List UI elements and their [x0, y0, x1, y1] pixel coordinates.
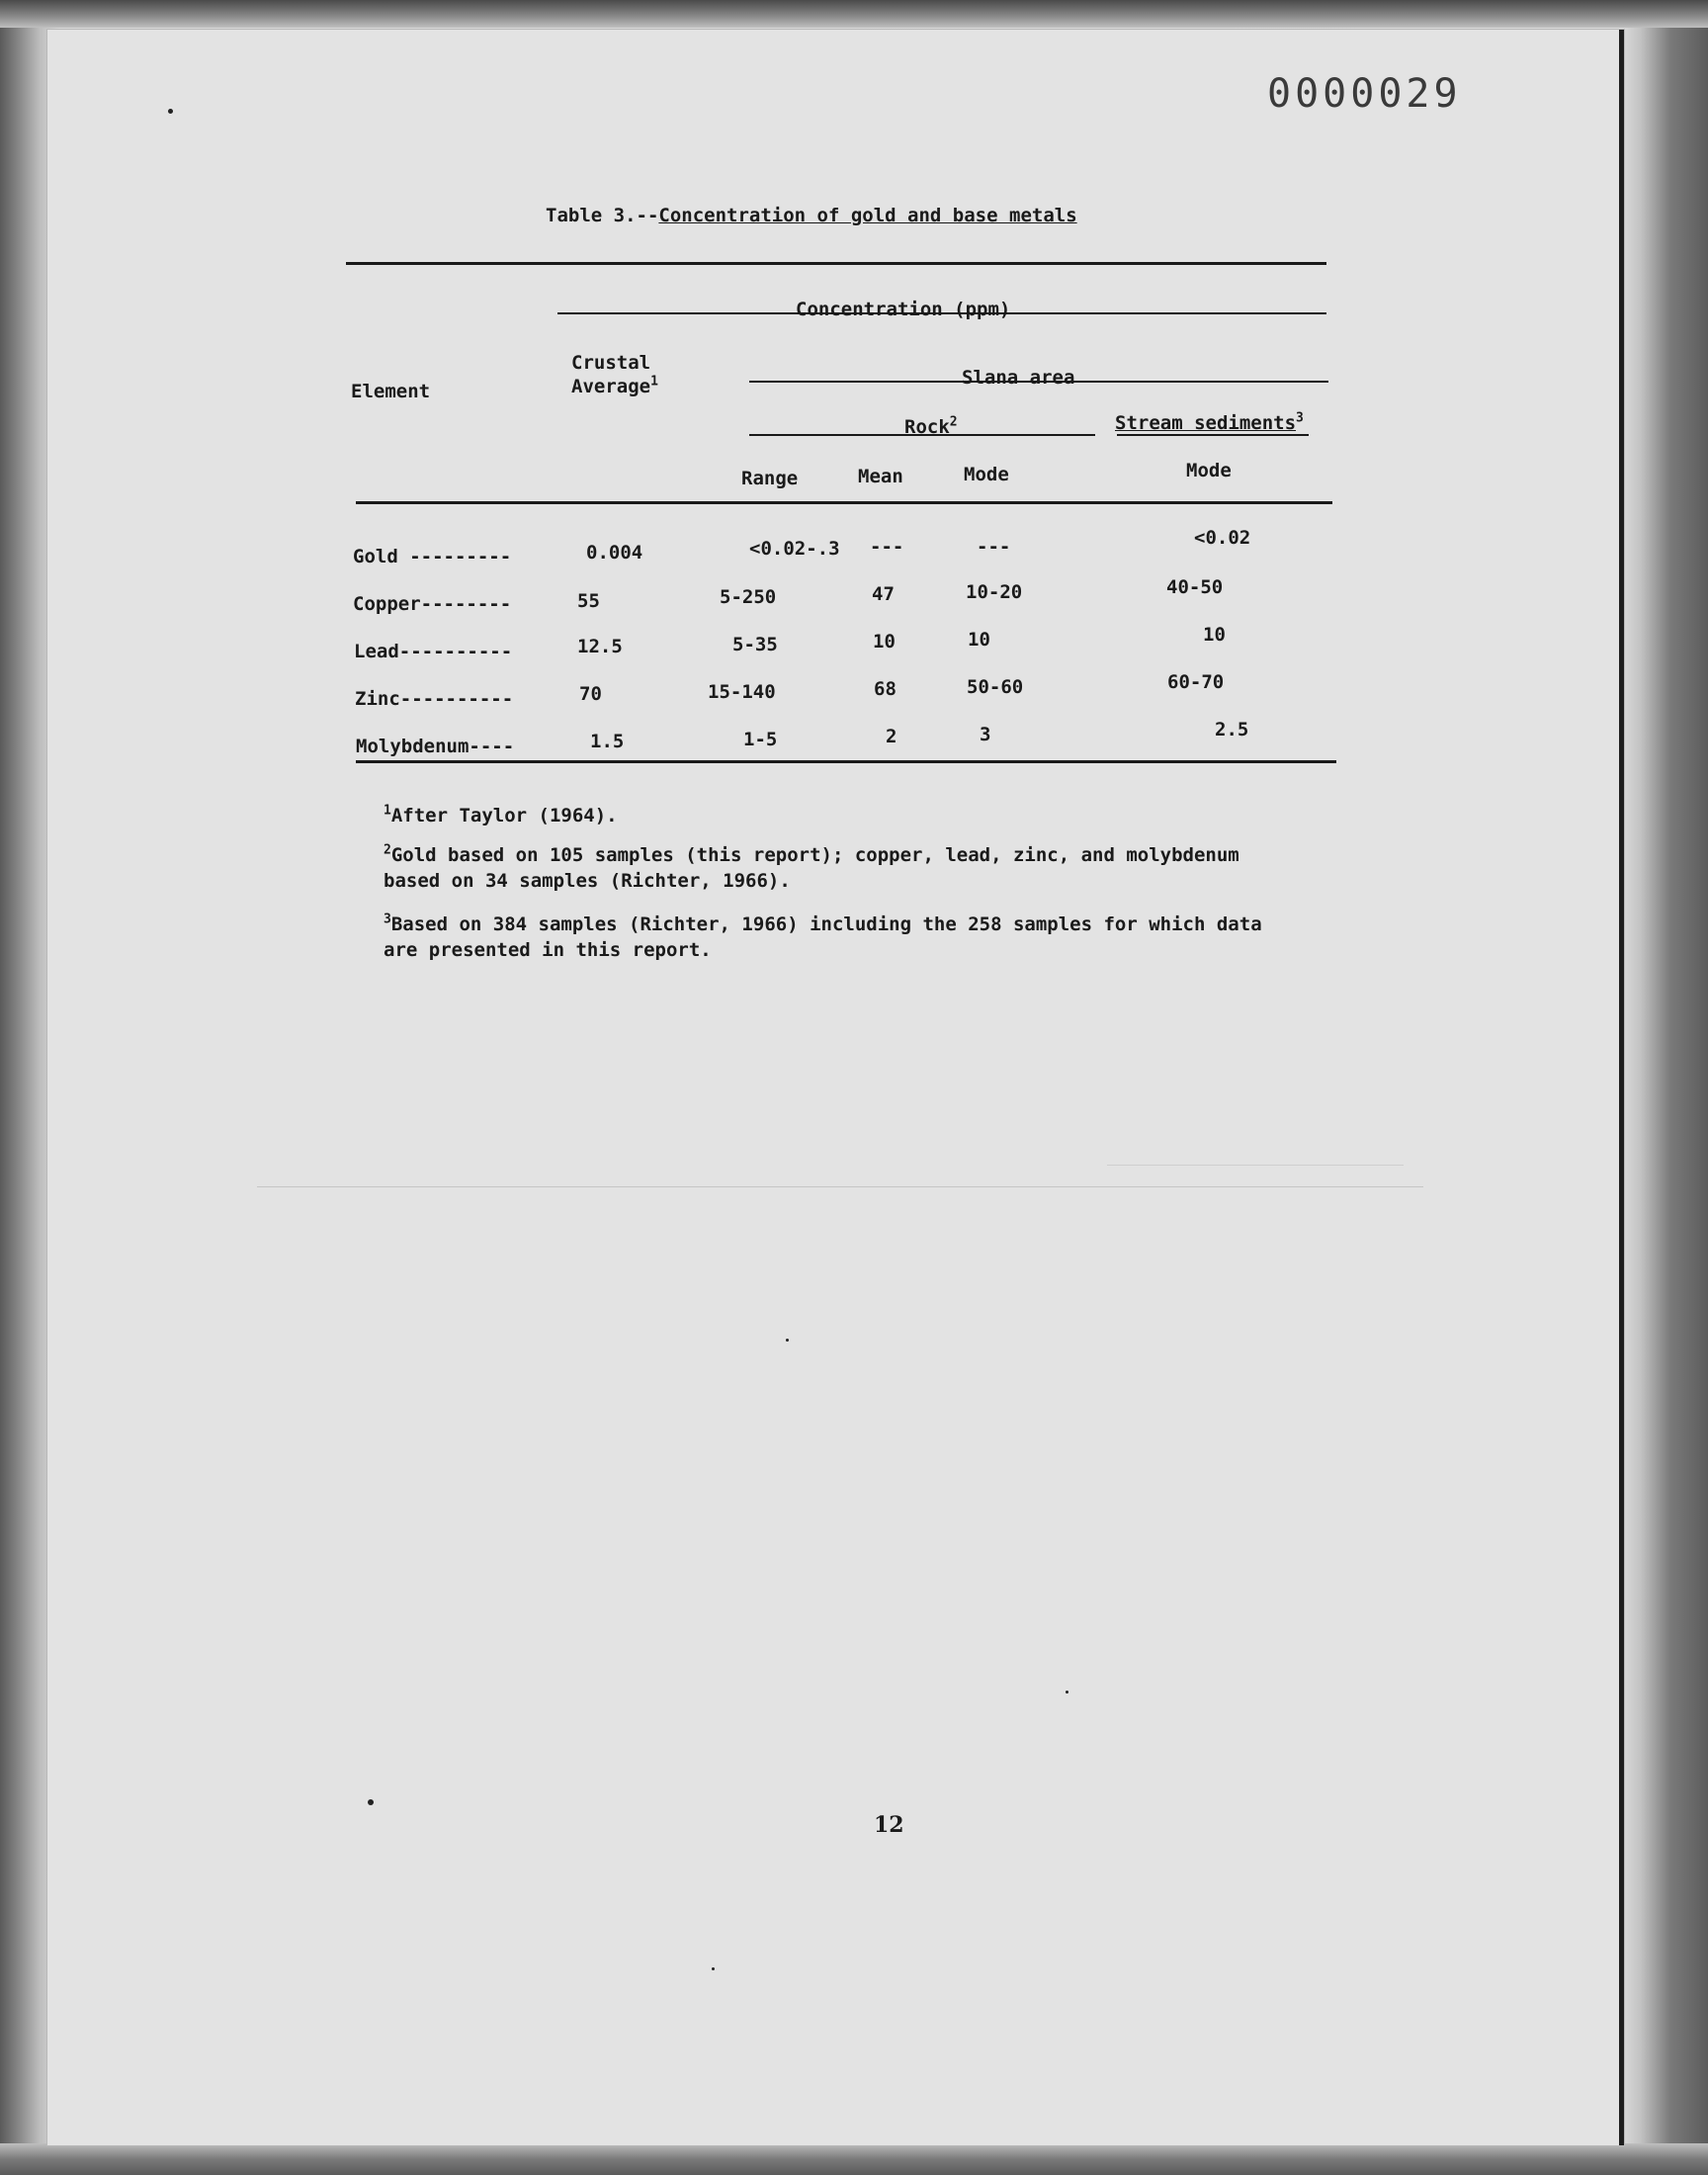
row-copper-mode: 10-20 [966, 581, 1023, 603]
stream-mode-header: Mode [1186, 460, 1232, 481]
row-gold-mode: --- [977, 536, 1011, 558]
footnote-1: $^1$After Taylor (1964). [384, 803, 618, 826]
row-zinc-mode: 50-60 [967, 676, 1024, 698]
row-lead-mode: 10 [968, 629, 990, 651]
row-molybdenum-range: 1-5 [743, 729, 778, 750]
row-gold-stream-mode: <0.02 [1194, 527, 1251, 549]
row-molybdenum-crustal: 1.5 [590, 731, 625, 752]
slana-header: Slana area [962, 367, 1075, 389]
page-number: 12 [874, 1812, 904, 1838]
scan-top-edge [0, 0, 1708, 28]
table-title-text: Concentration of gold and base metals [658, 205, 1077, 226]
row-copper-range: 5-250 [720, 586, 777, 608]
row-molybdenum-element: Molybdenum---- [356, 736, 515, 757]
row-copper-stream-mode: 40-50 [1166, 576, 1224, 598]
row-gold-range: <0.02-.3 [749, 538, 840, 560]
bleed-through-line [1107, 1165, 1404, 1166]
row-lead-stream-mode: 10 [1203, 624, 1226, 646]
row-copper-mean: 47 [872, 583, 895, 605]
bleed-through-line [257, 1186, 1423, 1187]
scan-speck [168, 109, 173, 114]
header-bottom-rule [356, 501, 1332, 504]
row-molybdenum-stream-mode: 2.5 [1215, 719, 1249, 740]
row-gold-crustal: 0.004 [586, 542, 643, 564]
row-copper-element: Copper-------- [353, 593, 512, 615]
scan-speck [368, 1799, 374, 1805]
crustal-header-line2: Average$^1$ [571, 374, 658, 397]
table-top-rule [346, 262, 1326, 265]
row-zinc-stream-mode: 60-70 [1167, 671, 1225, 693]
footnote-2: $^2$Gold based on 105 samples (this report); copper, lead, zinc, and molybdenum based on 34 samples (Richter, 1966). [384, 842, 1239, 892]
rock-header: Rock$^2$ [904, 414, 958, 438]
row-molybdenum-mode: 3 [980, 724, 991, 745]
row-gold-element: Gold --------- [353, 546, 512, 567]
row-molybdenum-mean: 2 [886, 726, 897, 747]
row-lead-element: Lead---------- [354, 641, 513, 662]
concentration-header: Concentration (ppm) [796, 299, 1011, 320]
mode-header: Mode [964, 464, 1009, 485]
stream-sediments-header: Stream sediments$^3$ [1115, 410, 1304, 434]
row-zinc-element: Zinc---------- [355, 688, 514, 710]
table-title [546, 205, 1077, 226]
row-lead-mean: 10 [873, 631, 896, 652]
row-gold-mean: --- [870, 536, 904, 558]
scan-speck [712, 1967, 715, 1970]
document-page [47, 30, 1624, 2145]
footnote-3: $^3$Based on 384 samples (Richter, 1966) including the 258 samples for which data are presented in this report. [384, 912, 1262, 961]
row-zinc-crustal: 70 [579, 683, 602, 705]
row-copper-crustal: 55 [577, 590, 600, 612]
scan-speck [1066, 1691, 1068, 1694]
document-number: 0000029 [1267, 71, 1462, 117]
row-lead-crustal: 12.5 [577, 636, 623, 657]
element-header: Element [351, 381, 431, 402]
row-zinc-mean: 68 [874, 678, 897, 700]
table-bottom-rule [356, 760, 1336, 763]
row-zinc-range: 15-140 [708, 681, 776, 703]
range-header: Range [741, 468, 799, 489]
scan-bottom-edge [0, 2143, 1708, 2175]
scan-speck [786, 1339, 789, 1342]
row-lead-range: 5-35 [732, 634, 778, 655]
crustal-header-line1: Crustal [571, 352, 651, 374]
mean-header: Mean [858, 466, 903, 487]
table-title-prefix: Table 3.-- [546, 205, 659, 226]
stream-rule [1117, 434, 1309, 436]
